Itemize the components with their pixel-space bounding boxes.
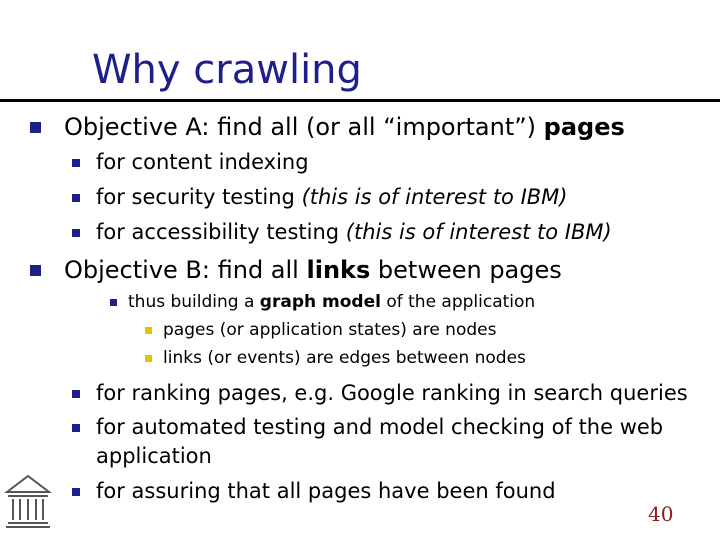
bullet-marker [72,194,80,202]
bullet-marker [145,355,152,362]
bullet-marker [72,424,80,432]
bullet-links-edges [163,347,526,369]
bullet-marker [30,122,41,133]
bullet-bold-text: graph model [259,292,381,312]
bullet-bold-text: pages [543,113,625,141]
bullet-graph-model [128,291,535,313]
bullet-content-indexing [96,149,309,175]
bullet-automated-testing [96,414,663,440]
bullet-text: Objective B: find all [64,256,307,284]
bullet-assuring-pages [96,478,556,504]
bullet-marker [72,229,80,237]
bullet-text: for ranking pages, e.g. Google ranking in search queries [96,381,688,405]
bullet-text: for content indexing [96,150,309,174]
bullet-text: Objective A: find all (or all “important”) [64,113,544,141]
building-columns-icon [4,470,52,532]
bullet-text: for automated testing and model checking of the web [96,415,664,439]
bullet-text: for accessibility testing [96,220,346,244]
bullet-italic-text: (this is of interest to IBM) [345,220,612,244]
slide-title: Why crawling [92,47,362,93]
bullet-marker [72,159,80,167]
bullet-text: application [96,444,212,468]
bullet-pages-nodes [163,319,496,341]
bullet-text: for security testing [96,185,302,209]
bullet-objective-a [64,112,625,142]
bullet-text: thus building a [128,292,260,312]
bullet-text: links (or events) are edges between nodes [163,348,526,368]
page-number: 40 [648,502,674,526]
bullet-text: of the application [380,292,536,312]
bullet-text: pages (or application states) are nodes [163,320,497,340]
bullet-accessibility-testing [96,219,612,245]
bullet-text: between pages [370,256,562,284]
bullet-italic-text: (this is of interest to IBM) [301,185,568,209]
bullet-marker [110,299,117,306]
bullet-marker [145,327,152,334]
bullet-marker [72,390,80,398]
bullet-security-testing [96,184,568,210]
bullet-text: for assuring that all pages have been found [96,479,556,503]
bullet-automated-testing-cont [96,443,212,469]
bullet-marker [72,488,80,496]
title-divider [0,99,720,102]
bullet-ranking-pages [96,380,688,406]
bullet-objective-b [64,255,562,285]
bullet-marker [30,265,41,276]
bullet-bold-text: links [306,256,371,284]
